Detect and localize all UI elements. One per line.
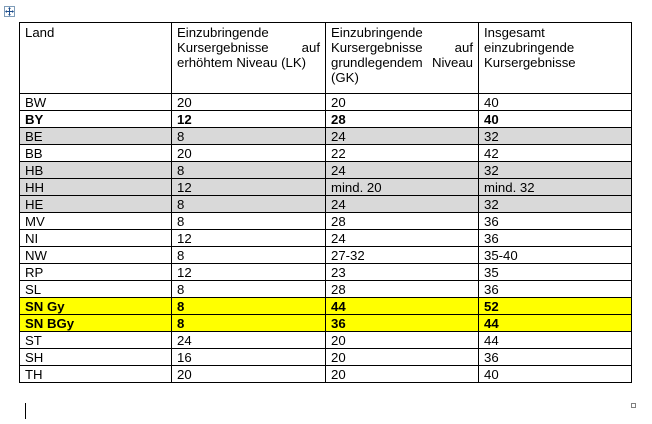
cell-total[interactable]: 32 [479, 128, 632, 145]
cell-land[interactable]: NW [20, 247, 172, 264]
table-row [20, 332, 632, 349]
cell-lk[interactable]: 8 [172, 128, 326, 145]
cell-gk[interactable]: 20 [326, 332, 479, 349]
cell-total[interactable]: 35-40 [479, 247, 632, 264]
table-row [20, 315, 632, 332]
header-lk[interactable]: Einzubringende Kursergebnisse auf erhöhtem Niveau (LK) [172, 23, 326, 94]
header-total[interactable]: Insgesamt einzubringende Kursergebnisse [479, 23, 632, 94]
cell-total[interactable]: 42 [479, 145, 632, 162]
cell-lk[interactable]: 20 [172, 145, 326, 162]
cell-land[interactable]: SH [20, 349, 172, 366]
text-cursor [25, 403, 26, 419]
cell-lk[interactable]: 8 [172, 213, 326, 230]
table-body [20, 23, 632, 383]
cell-gk[interactable]: 28 [326, 213, 479, 230]
cell-lk[interactable]: 20 [172, 94, 326, 111]
cell-land[interactable]: SL [20, 281, 172, 298]
table-row [20, 366, 632, 383]
cell-gk[interactable]: mind. 20 [326, 179, 479, 196]
cell-gk[interactable]: 20 [326, 349, 479, 366]
table-row [20, 179, 632, 196]
cell-total[interactable]: 40 [479, 366, 632, 383]
cell-lk[interactable]: 8 [172, 247, 326, 264]
cell-lk[interactable]: 16 [172, 349, 326, 366]
cell-lk[interactable]: 8 [172, 196, 326, 213]
table-resize-handle-icon[interactable] [631, 403, 636, 408]
table-header-row [20, 23, 632, 94]
cell-land[interactable]: BW [20, 94, 172, 111]
cell-gk[interactable]: 24 [326, 162, 479, 179]
cell-land[interactable]: BE [20, 128, 172, 145]
cell-gk[interactable]: 36 [326, 315, 479, 332]
header-gk[interactable]: Einzubringende Kursergebnisse auf grundlegendem Niveau (GK) [326, 23, 479, 94]
table-move-handle-icon[interactable] [4, 6, 15, 17]
cell-lk[interactable]: 20 [172, 366, 326, 383]
cell-gk[interactable]: 28 [326, 281, 479, 298]
cell-gk[interactable]: 20 [326, 366, 479, 383]
cell-lk[interactable]: 8 [172, 298, 326, 315]
cell-land[interactable]: HE [20, 196, 172, 213]
cell-lk[interactable]: 8 [172, 162, 326, 179]
cell-lk[interactable]: 12 [172, 111, 326, 128]
cell-gk[interactable]: 24 [326, 230, 479, 247]
cell-gk[interactable]: 20 [326, 94, 479, 111]
cell-total[interactable]: 52 [479, 298, 632, 315]
cell-gk[interactable]: 28 [326, 111, 479, 128]
cell-land[interactable]: NI [20, 230, 172, 247]
cell-land[interactable]: HH [20, 179, 172, 196]
cell-lk[interactable]: 12 [172, 230, 326, 247]
cell-gk[interactable]: 24 [326, 128, 479, 145]
cell-land[interactable]: MV [20, 213, 172, 230]
table-row [20, 281, 632, 298]
cell-total[interactable]: 36 [479, 349, 632, 366]
cell-total[interactable]: 40 [479, 111, 632, 128]
table-row [20, 213, 632, 230]
cell-total[interactable]: 40 [479, 94, 632, 111]
table-row [20, 349, 632, 366]
cell-gk[interactable]: 27-32 [326, 247, 479, 264]
cell-land[interactable]: RP [20, 264, 172, 281]
cell-total[interactable]: 44 [479, 315, 632, 332]
cell-lk[interactable]: 12 [172, 179, 326, 196]
table-row [20, 162, 632, 179]
cell-gk[interactable]: 24 [326, 196, 479, 213]
cell-land[interactable]: BY [20, 111, 172, 128]
table-row [20, 247, 632, 264]
cell-land[interactable]: TH [20, 366, 172, 383]
cell-lk[interactable]: 8 [172, 281, 326, 298]
table-row [20, 264, 632, 281]
header-land[interactable]: Land [20, 23, 172, 94]
table-row [20, 111, 632, 128]
cell-total[interactable]: 36 [479, 230, 632, 247]
cell-land[interactable]: ST [20, 332, 172, 349]
cell-total[interactable]: 32 [479, 196, 632, 213]
table-row [20, 196, 632, 213]
cell-land[interactable]: HB [20, 162, 172, 179]
cell-total[interactable]: 35 [479, 264, 632, 281]
cell-gk[interactable]: 23 [326, 264, 479, 281]
kursergebnisse-table [19, 22, 632, 383]
table-row [20, 298, 632, 315]
table-row [20, 230, 632, 247]
table-row [20, 145, 632, 162]
cell-lk[interactable]: 24 [172, 332, 326, 349]
cell-total[interactable]: 36 [479, 281, 632, 298]
cell-lk[interactable]: 12 [172, 264, 326, 281]
cell-total[interactable]: 36 [479, 213, 632, 230]
cell-total[interactable]: 44 [479, 332, 632, 349]
cell-land[interactable]: BB [20, 145, 172, 162]
table-row [20, 94, 632, 111]
cell-land[interactable]: SN BGy [20, 315, 172, 332]
cell-lk[interactable]: 8 [172, 315, 326, 332]
table-row [20, 128, 632, 145]
cell-gk[interactable]: 22 [326, 145, 479, 162]
cell-land[interactable]: SN Gy [20, 298, 172, 315]
cell-total[interactable]: mind. 32 [479, 179, 632, 196]
cell-gk[interactable]: 44 [326, 298, 479, 315]
cell-total[interactable]: 32 [479, 162, 632, 179]
